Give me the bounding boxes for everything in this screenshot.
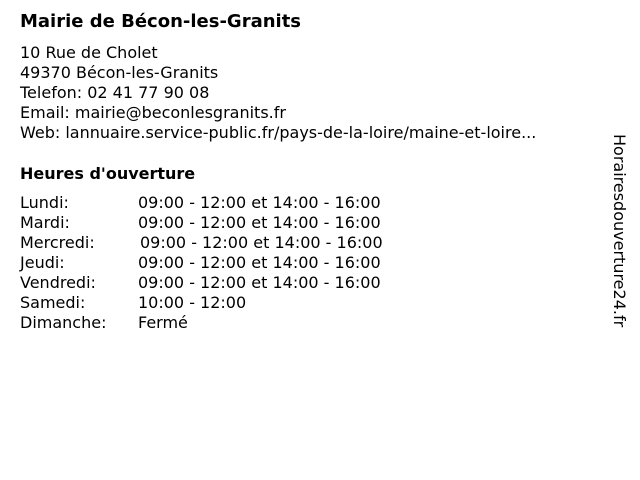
city-address: 49370 Bécon-les-Granits bbox=[20, 63, 219, 82]
time-value: 10:00 - 12:00 bbox=[138, 293, 247, 312]
day-label: Vendredi: bbox=[20, 273, 96, 292]
day-label: Mardi: bbox=[20, 213, 70, 232]
email-address: Email: mairie@beconlesgranits.fr bbox=[20, 103, 286, 122]
hours-row-friday bbox=[20, 273, 440, 293]
time-value: 09:00 - 12:00 et 14:00 - 16:00 bbox=[138, 213, 381, 232]
time-value: 09:00 - 12:00 et 14:00 - 16:00 bbox=[140, 233, 383, 252]
day-label: Samedi: bbox=[20, 293, 86, 312]
hours-row-saturday bbox=[20, 293, 440, 313]
hours-row-wednesday bbox=[20, 233, 440, 253]
phone-number: Telefon: 02 41 77 90 08 bbox=[20, 83, 210, 102]
time-value: 09:00 - 12:00 et 14:00 - 16:00 bbox=[138, 193, 381, 212]
time-value: Fermé bbox=[138, 313, 188, 332]
time-value: 09:00 - 12:00 et 14:00 - 16:00 bbox=[138, 253, 381, 272]
site-watermark: Horairesdouverture24.fr bbox=[610, 134, 629, 328]
hours-row-monday bbox=[20, 193, 440, 213]
day-label: Dimanche: bbox=[20, 313, 107, 332]
website: Web: lannuaire.service-public.fr/pays-de-la-loire/maine-et-loire... bbox=[20, 123, 537, 142]
hours-row-sunday bbox=[20, 313, 440, 333]
hours-row-tuesday bbox=[20, 213, 440, 233]
address-block bbox=[20, 43, 536, 143]
page-title: Mairie de Bécon-les-Granits bbox=[20, 11, 302, 32]
hours-row-thursday bbox=[20, 253, 440, 273]
day-label: Jeudi: bbox=[20, 253, 65, 272]
street-address: 10 Rue de Cholet bbox=[20, 43, 158, 62]
day-label: Lundi: bbox=[20, 193, 69, 212]
day-label: Mercredi: bbox=[20, 233, 95, 252]
hours-heading: Heures d'ouverture bbox=[20, 164, 196, 183]
time-value: 09:00 - 12:00 et 14:00 - 16:00 bbox=[138, 273, 381, 292]
opening-hours-list bbox=[20, 193, 440, 333]
